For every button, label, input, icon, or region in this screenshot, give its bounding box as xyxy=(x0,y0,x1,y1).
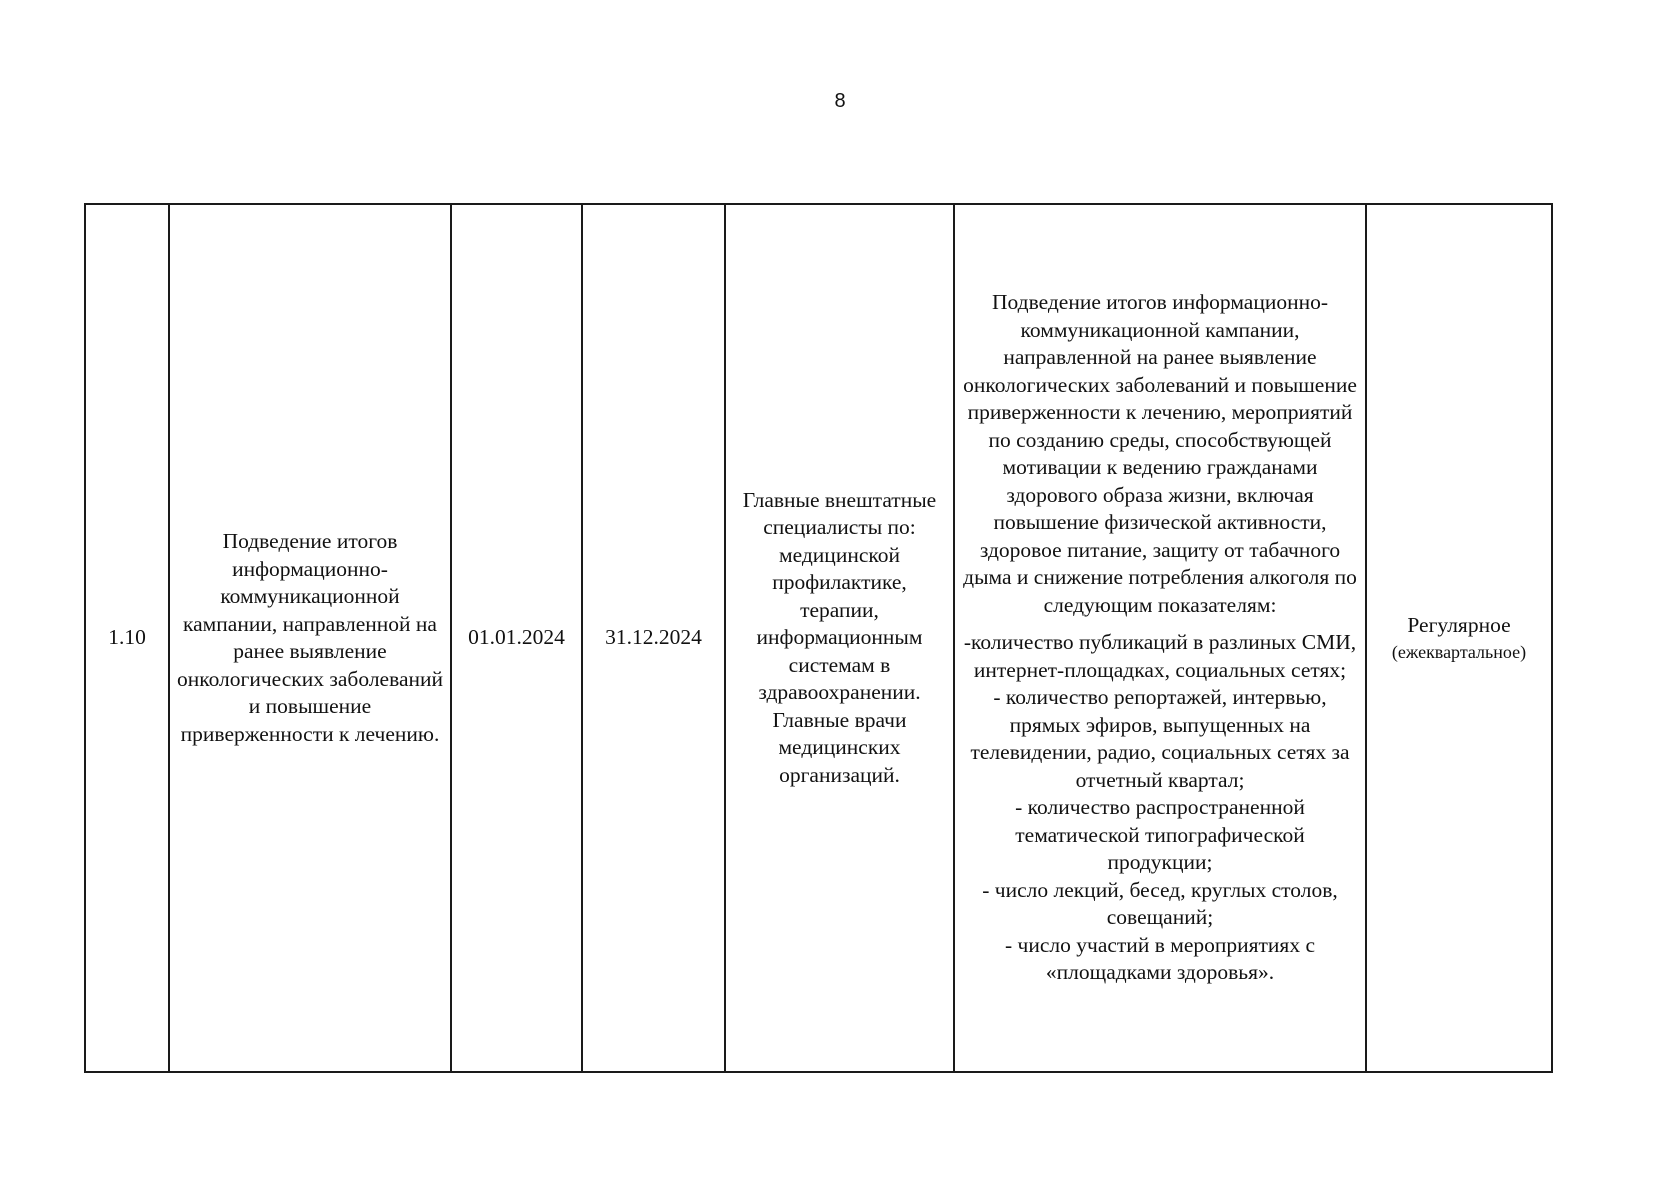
activity-type-cell xyxy=(1366,204,1552,1072)
item-number: 1.10 xyxy=(108,625,146,650)
result-description: Подведение итогов информационно-коммуникационной кампании, направленной на ранее выявление онкологических заболеваний и повышение приверженности к лечению, мероприятий по созданию среды, способствующей мотивации к ведению гражданами здорового образа жизни, включая повышение физической активности, здоровое питание, защиту от табачного дыма и снижение потребления алкоголя по следующим показателям: xyxy=(963,290,1357,617)
responsible-cell xyxy=(725,204,954,1072)
start-date: 01.01.2024 xyxy=(468,625,565,650)
plan-table xyxy=(84,203,1553,1073)
indicator-item: - количество распространенной тематической типографической продукции; xyxy=(1015,795,1305,875)
table-row xyxy=(85,204,1552,1072)
indicator-item: - количество репортажей, интервью, прямых эфиров, выпущенных на телевидении, радио, социальных сетях за отчетный квартал; xyxy=(970,685,1350,792)
responsible-persons: Главные внештатные специалисты по: медицинской профилактике, терапии, информационным системам в здравоохранении. Главные врачи медицинских организаций. xyxy=(742,487,937,787)
end-date-cell xyxy=(582,204,725,1072)
activity-frequency: (ежеквартальное) xyxy=(1391,641,1527,662)
start-date-cell xyxy=(451,204,582,1072)
indicator-item: - число участий в мероприятиях с «площадками здоровья». xyxy=(1005,932,1315,985)
indicator-item: - число лекций, бесед, круглых столов, совещаний; xyxy=(982,877,1338,930)
result-cell xyxy=(954,204,1366,1072)
indicator-item: -количество публикаций в разлиных СМИ, интернет-площадках, социальных сетях; xyxy=(963,630,1357,682)
indicator-list xyxy=(961,629,1359,987)
activity-type: Регулярное xyxy=(1407,613,1511,638)
item-number-cell xyxy=(85,204,169,1072)
activity-name: Подведение итогов информационно-коммуникационной кампании, направленной на ранее выявление онкологических заболеваний и повышение приверженности к лечению. xyxy=(176,529,444,746)
end-date: 31.12.2024 xyxy=(605,625,702,650)
page-number: 8 xyxy=(834,90,846,112)
activity-name-cell xyxy=(169,204,451,1072)
